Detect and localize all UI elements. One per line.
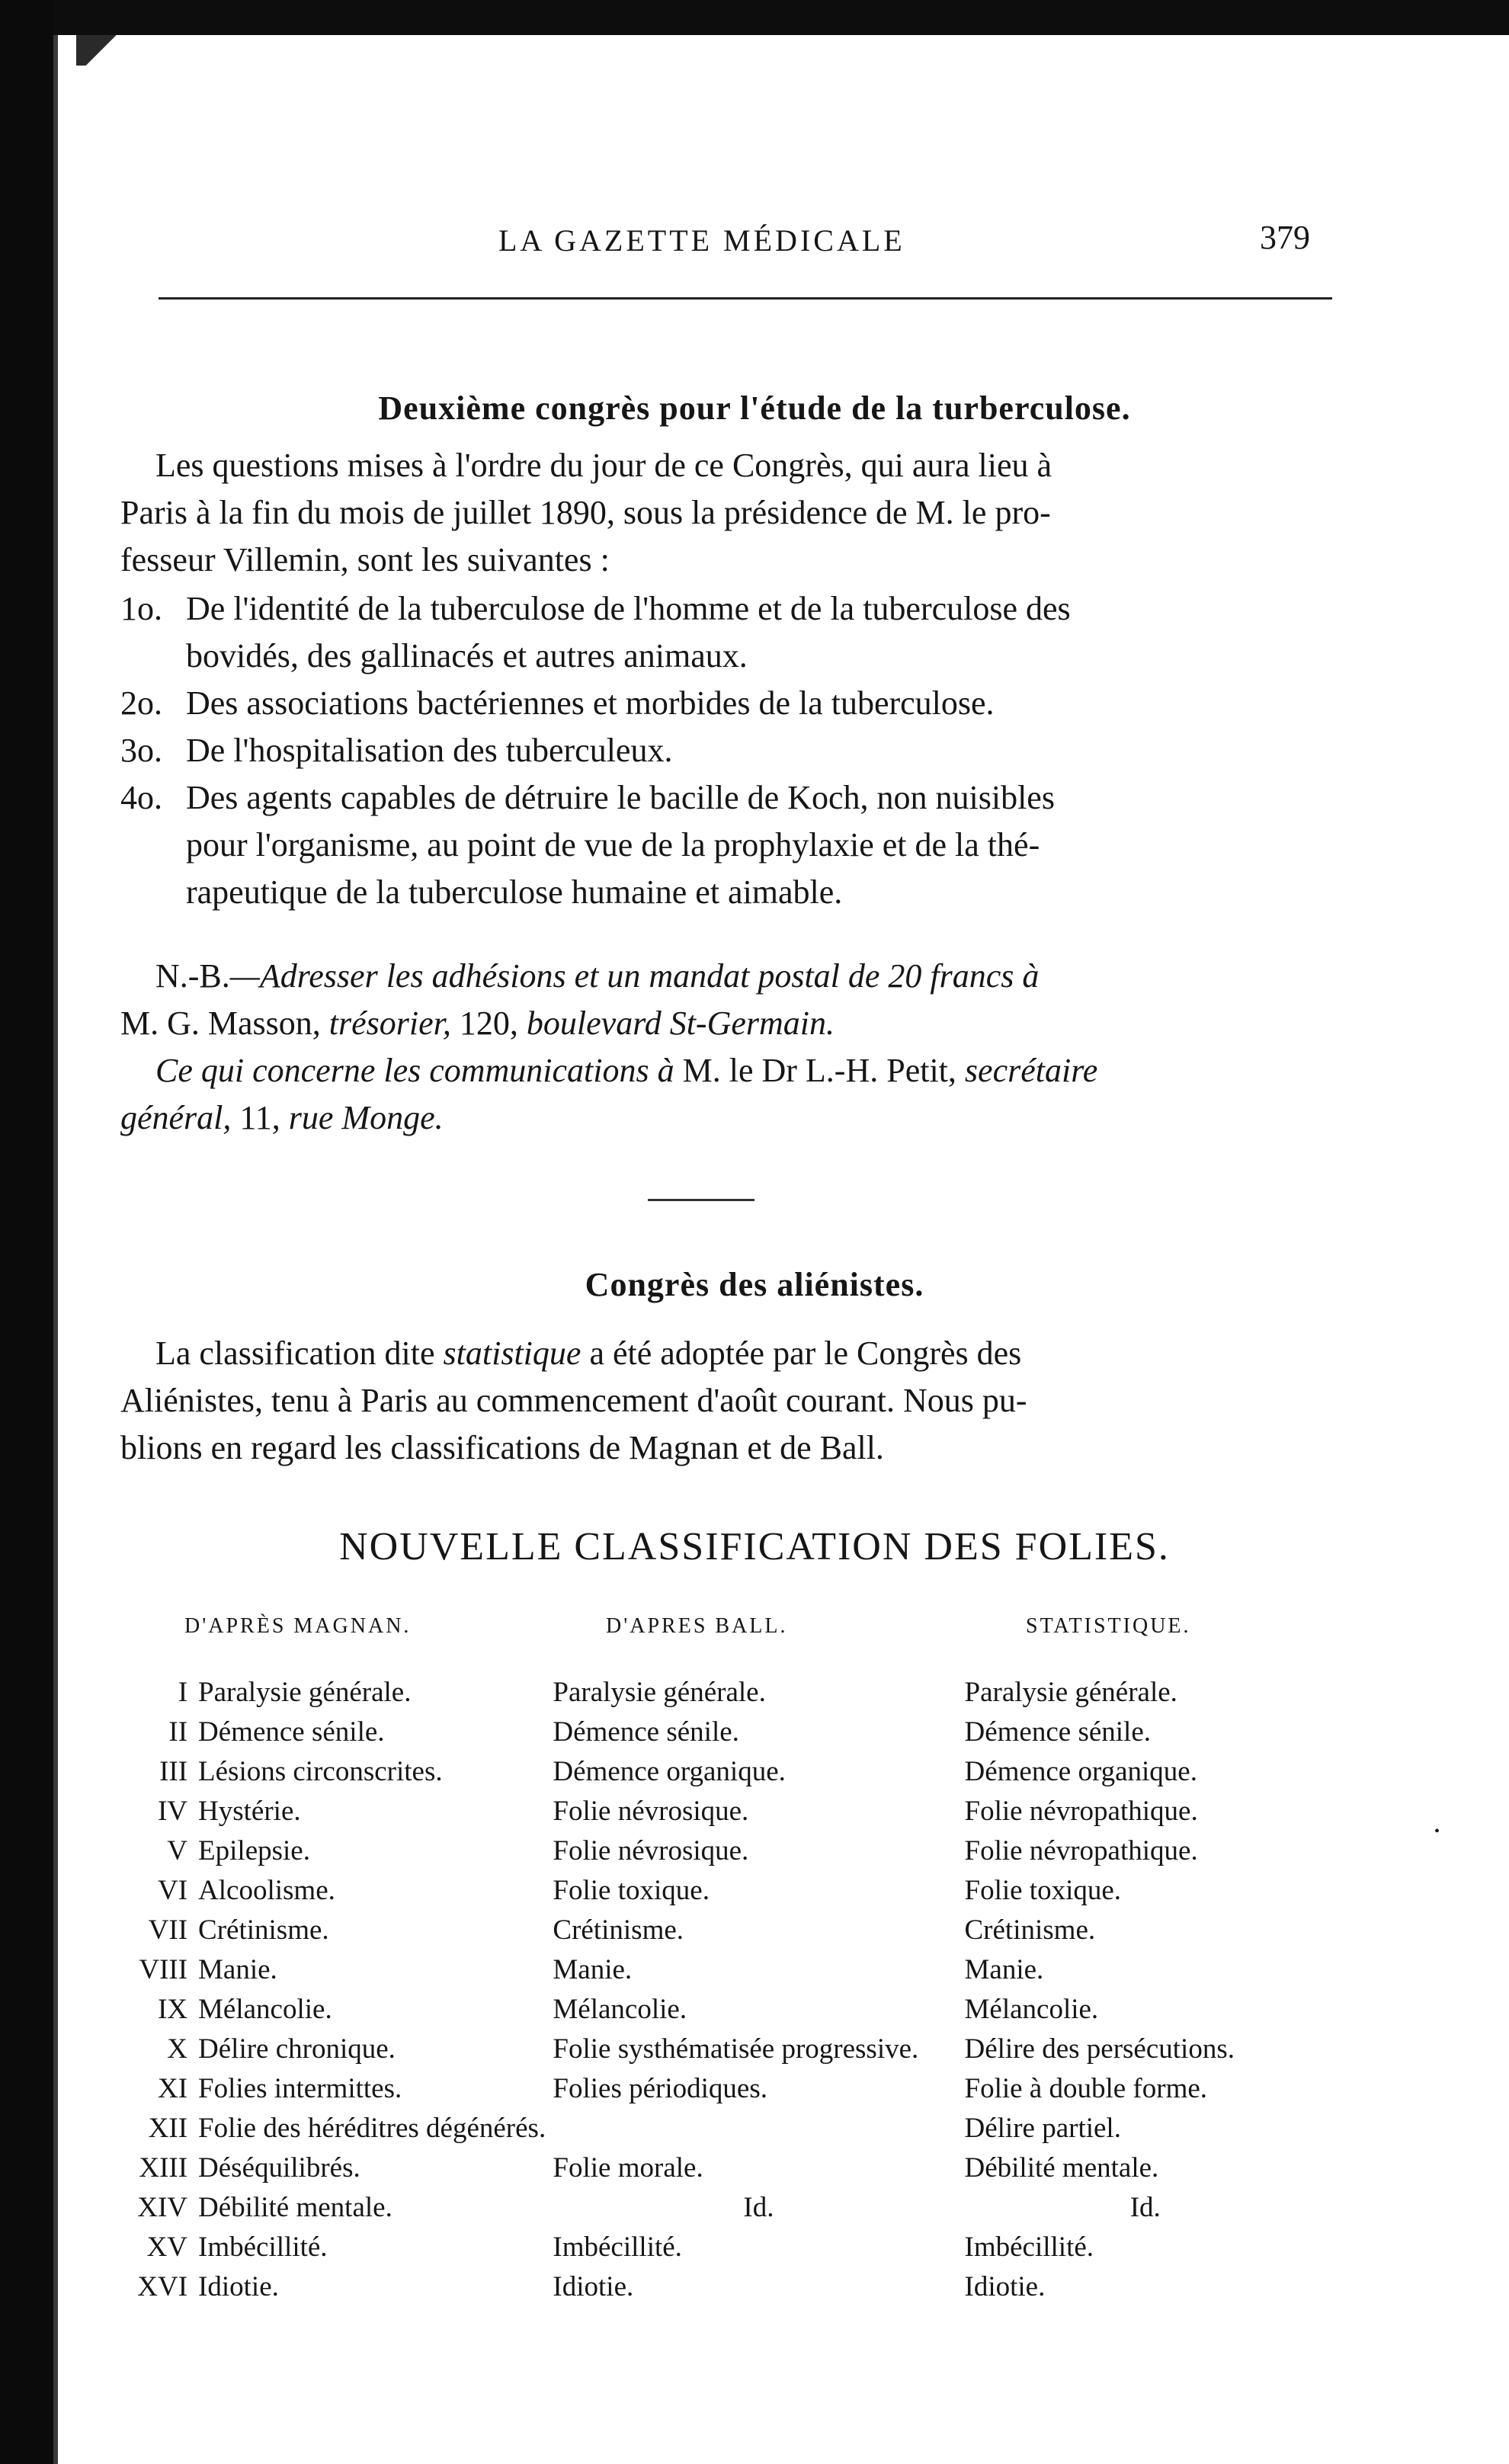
statistique-entry: Idiotie. — [964, 2271, 1046, 2302]
registration-note — [120, 953, 1325, 1142]
ball-entry: Folie toxique. — [553, 1875, 710, 1906]
question-line: Des agents capables de détruire le bacille de Koch, non nuisibles — [186, 779, 1055, 816]
question-text: De l'hospitalisation des tuberculeux. — [186, 732, 673, 769]
magnan-entry: Hystérie. — [198, 1796, 301, 1827]
roman-numeral: IV — [157, 1796, 188, 1827]
para-italic-term: statistique — [443, 1335, 581, 1372]
ball-entry: Paralysie générale. — [553, 1677, 766, 1708]
intro-line: Les questions mises à l'ordre du jour de ce Congrès, qui aura lieu à — [155, 447, 1052, 484]
page-number: 379 — [1260, 219, 1310, 256]
question-number: 2o. — [120, 684, 162, 722]
table-row — [114, 2228, 1326, 2267]
question-line: rapeutique de la tuberculose humaine et aimable. — [186, 873, 843, 911]
roman-numeral: II — [168, 1716, 188, 1748]
intro-line: fesseur Villemin, sont les suivantes : — [120, 541, 610, 578]
scan-corner-mark — [76, 35, 145, 66]
table-row — [114, 2188, 1326, 2228]
classification-title: NOUVELLE CLASSIFICATION DES FOLIES. — [339, 1525, 1170, 1568]
statistique-entry: Folie névropathique. — [964, 1835, 1198, 1866]
roman-numeral: VIII — [139, 1954, 188, 1985]
magnan-entry: Folies intermittes. — [198, 2073, 402, 2104]
ball-entry: Démence organique. — [553, 1756, 786, 1787]
table-row — [114, 1990, 1326, 2030]
table-row — [114, 1911, 1326, 1950]
table-row — [114, 1752, 1326, 1792]
magnan-entry: Idiotie. — [198, 2271, 279, 2302]
nb-label: N.-B. — [155, 957, 230, 995]
roman-numeral: III — [159, 1756, 188, 1787]
roman-numeral: VII — [148, 1914, 188, 1946]
question-line: De l'identité de la tuberculose de l'homme et de la tuberculose des — [186, 590, 1071, 627]
question-item — [120, 727, 1325, 774]
ball-entry: Imbécillité. — [553, 2232, 682, 2263]
table-row — [114, 1831, 1326, 1871]
page-header — [498, 219, 1310, 268]
magnan-entry: Folie des héréditres dégénérés. — [198, 2113, 546, 2144]
roman-numeral: XVI — [137, 2271, 188, 2302]
question-number: 4o. — [120, 779, 162, 816]
communications-text: Ce qui concerne les communications à — [155, 1052, 674, 1089]
statistique-entry: Démence sénile. — [964, 1716, 1151, 1748]
question-item — [120, 680, 1325, 727]
para-text: a été adoptée par le Congrès des — [589, 1335, 1022, 1372]
statistique-entry: Mélancolie. — [964, 1994, 1099, 2025]
magnan-entry: Alcoolisme. — [198, 1875, 335, 1906]
magnan-entry: Débilité mentale. — [198, 2192, 392, 2223]
statistique-entry: Paralysie générale. — [964, 1677, 1177, 1708]
treasurer-address-street: boulevard St-Germain. — [526, 1005, 835, 1042]
section-heading-tuberculose: Deuxième congrès pour l'étude de la turberculose. — [378, 389, 1131, 427]
statistique-entry: Imbécillité. — [964, 2232, 1094, 2263]
ball-entry: Folie systhématisée progressive. — [553, 2033, 919, 2065]
section-heading-alienistes: Congrès des aliénistes. — [585, 1266, 924, 1303]
ball-entry: Folie névrosique. — [553, 1835, 749, 1866]
roman-numeral: XV — [146, 2232, 188, 2263]
column-header-ball: D'APRES BALL. — [606, 1614, 788, 1638]
para-line: Aliénistes, tenu à Paris au commencement d'août courant. Nous pu- — [120, 1382, 1027, 1419]
treasurer-role: trésorier, — [328, 1005, 451, 1042]
intro-line: Paris à la fin du mois de juillet 1890, sous la présidence de M. le pro- — [120, 494, 1051, 531]
intro-paragraph — [120, 442, 1325, 584]
scan-border-left — [0, 0, 53, 2464]
table-row — [114, 1673, 1326, 1713]
statistique-entry: Délire partiel. — [964, 2113, 1121, 2144]
roman-numeral: X — [167, 2033, 188, 2065]
statistique-entry: Id. — [1129, 2192, 1161, 2223]
classification-table-body — [114, 1673, 1326, 2307]
table-row — [114, 2267, 1326, 2307]
table-row — [114, 2109, 1326, 2148]
roman-numeral: XII — [148, 2113, 188, 2144]
magnan-entry: Déséquilibrés. — [198, 2152, 360, 2184]
table-row — [114, 1792, 1326, 1831]
question-text — [186, 774, 1325, 916]
magnan-entry: Mélancolie. — [198, 1994, 332, 2025]
para-text: La classification dite — [155, 1335, 435, 1372]
statistique-entry: Folie névropathique. — [964, 1796, 1198, 1827]
note-line — [120, 1000, 1325, 1047]
table-row — [114, 2069, 1326, 2109]
note-line — [120, 1047, 1325, 1094]
classification-table — [114, 1673, 1326, 2307]
magnan-entry: Démence sénile. — [198, 1716, 385, 1748]
roman-numeral: VI — [157, 1875, 188, 1906]
stray-mark: • — [1434, 1823, 1440, 1840]
ball-entry: Crétinisme. — [553, 1914, 684, 1946]
roman-numeral: IX — [157, 1994, 188, 2025]
roman-numeral: V — [167, 1835, 188, 1866]
question-item — [120, 585, 1325, 680]
column-header-statistique: STATISTIQUE. — [1026, 1614, 1191, 1638]
roman-numeral: XI — [157, 2073, 188, 2104]
note-line — [120, 953, 1325, 1000]
table-row — [114, 2030, 1326, 2069]
table-row — [114, 1950, 1326, 1990]
ball-entry: Id. — [743, 2192, 774, 2223]
question-item — [120, 774, 1325, 916]
secretary-role: secrétaire — [964, 1052, 1098, 1089]
magnan-entry: Imbécillité. — [198, 2232, 328, 2263]
statistique-entry: Débilité mentale. — [964, 2152, 1159, 2184]
secretary-role-continued: général, — [120, 1099, 232, 1136]
treasurer-name: M. G. Masson, — [120, 1005, 321, 1042]
roman-numeral: XIII — [139, 2152, 188, 2184]
note-line — [120, 1094, 1325, 1142]
magnan-entry: Lésions circonscrites. — [198, 1756, 443, 1787]
question-number: 3o. — [120, 732, 162, 769]
ball-entry: Idiotie. — [553, 2271, 634, 2302]
secretary-address-number: 11, — [239, 1099, 280, 1136]
question-line: pour l'organisme, au point de vue de la prophylaxie et de la thé- — [186, 826, 1040, 864]
ball-entry: Mélancolie. — [553, 1994, 687, 2025]
statistique-entry: Folie toxique. — [964, 1875, 1122, 1906]
roman-numeral: XIV — [137, 2192, 188, 2223]
magnan-entry: Paralysie générale. — [198, 1677, 412, 1708]
secretary-address-street: rue Monge. — [288, 1099, 444, 1136]
table-row — [114, 1871, 1326, 1911]
running-head: LA GAZETTE MÉDICALE — [498, 223, 905, 258]
magnan-entry: Epilepsie. — [198, 1835, 310, 1866]
ball-entry: Manie. — [553, 1954, 633, 1985]
table-row — [114, 2148, 1326, 2188]
question-text — [186, 585, 1325, 680]
statistique-entry: Manie. — [964, 1954, 1044, 1985]
header-rule — [159, 297, 1332, 300]
para-line: blions en regard les classifications de Magnan et de Ball. — [120, 1429, 884, 1466]
alienistes-paragraph — [120, 1330, 1325, 1472]
ball-entry — [553, 2109, 964, 2148]
ball-entry: Folies périodiques. — [553, 2073, 767, 2104]
roman-numeral: I — [178, 1677, 188, 1708]
statistique-entry: Délire des persécutions. — [964, 2033, 1235, 2065]
column-header-magnan: D'APRÈS MAGNAN. — [184, 1614, 412, 1638]
magnan-entry: Manie. — [198, 1954, 277, 1985]
question-number: 1o. — [120, 590, 162, 627]
ball-entry: Folie morale. — [553, 2152, 703, 2184]
para-line — [120, 1330, 1325, 1377]
question-text: Des associations bactériennes et morbides de la tuberculose. — [186, 684, 995, 722]
treasurer-address-number: 120, — [459, 1005, 518, 1042]
statistique-entry: Crétinisme. — [964, 1914, 1096, 1946]
secretary-name: M. le Dr L.-H. Petit, — [682, 1052, 956, 1089]
scan-border-top — [0, 0, 1509, 35]
ball-entry: Démence sénile. — [553, 1716, 739, 1748]
statistique-entry: Démence organique. — [964, 1756, 1197, 1787]
table-row — [114, 1713, 1326, 1752]
questions-list — [120, 585, 1325, 916]
section-separator — [648, 1199, 754, 1201]
question-line: bovidés, des gallinacés et autres animaux. — [186, 637, 748, 674]
magnan-entry: Crétinisme. — [198, 1914, 329, 1946]
ball-entry: Folie névrosique. — [553, 1796, 749, 1827]
statistique-entry: Folie à double forme. — [964, 2073, 1208, 2104]
nb-text: —Adresser les adhésions et un mandat postal de 20 francs à — [229, 957, 1040, 995]
magnan-entry: Délire chronique. — [198, 2033, 396, 2065]
